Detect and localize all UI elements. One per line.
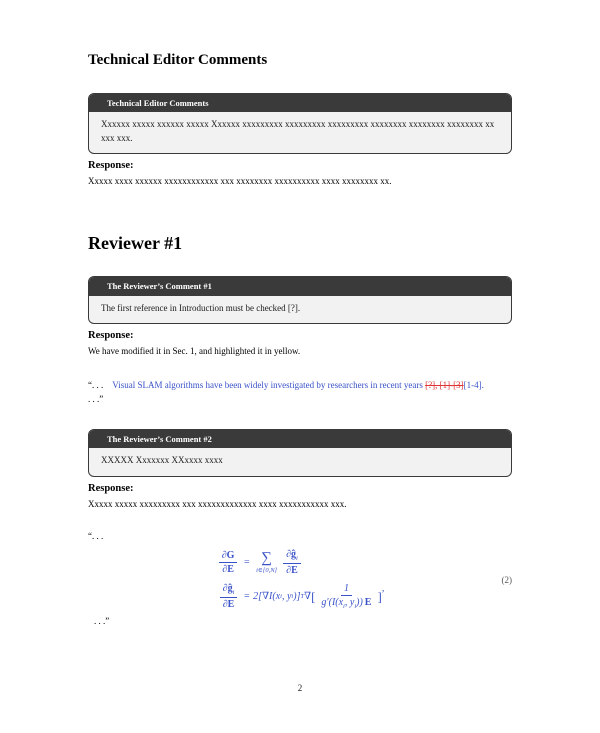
editor-comment-box — [88, 93, 512, 154]
reviewer-comment1-response-text: We have modified it in Sec. 1, and highlighted it in yellow. — [88, 345, 301, 356]
equation-number: (2) — [501, 574, 512, 585]
reviewer-section-title: Reviewer #1 — [88, 232, 183, 253]
quote-close-mark: . . .” — [88, 393, 104, 404]
editor-comment-box-header: Technical Editor Comments — [89, 94, 511, 112]
editor-section-title: Technical Editor Comments — [88, 52, 268, 68]
editor-comment-box-body: Xxxxxx xxxxx xxxxxx xxxxx Xxxxxx xxxxxxxxx xxxxxxxxx xxxxxxxxx xxxxxxxx xxxxxxxx xxxxxxxx xx xxx xxx. — [101, 119, 495, 143]
equation2-lhs — [217, 583, 241, 610]
summation-symbol: ∑ i∈[0,N] — [256, 549, 278, 574]
fraction: $\frac{\partial ĝ_i}{\partial E}$ — [220, 583, 238, 610]
equation2-rhs: = 2[∇I(x i , y i )] T ∇ [ $\frac{1}{g'(I(x_i, y_i)) E}$ ] , — [243, 583, 385, 611]
reviewer-comment2-box-body: XXXXX Xxxxxxx XXxxxx xxxx — [101, 455, 223, 466]
fraction: $\frac{1}{g'(I(x_i, y_i)) E}$ — [321, 583, 372, 611]
equation-block — [88, 549, 512, 610]
reviewer-comment2-box-header: The Reviewer’s Comment #2 — [89, 430, 511, 448]
revision-quote — [88, 379, 512, 406]
reviewer-comment1-box-body: The first reference in Introduction must be checked [?]. — [101, 302, 301, 313]
equation1-lhs — [216, 549, 241, 576]
reviewer-comment1-response-label: Response: — [88, 330, 134, 342]
equation1-rhs: = ∑ i∈[0,N] $\frac{\partial ĝ_i}{\partial E}$ — [240, 549, 303, 576]
editor-response-text: Xxxxx xxxx xxxxxx xxxxxxxxxxxx xxx xxxxxxxx xxxxxxxxxx xxxx xxxxxxxx xx. — [88, 176, 392, 187]
reviewer-comment2-response-text: Xxxxx xxxxx xxxxxxxxx xxx xxxxxxxxxxxxx xxxx xxxxxxxxxxx xxx. — [88, 498, 347, 509]
math-quote-open-mark: “. . . — [88, 531, 104, 542]
equation-rows — [88, 549, 512, 610]
reviewer-comment1-box-header: The Reviewer’s Comment #1 — [89, 277, 511, 295]
reviewer-comment2-box — [88, 429, 512, 477]
quote-deleted-citations: [?], [1]-[3] — [425, 380, 464, 391]
math-quote-close-mark: . . .” — [94, 616, 110, 627]
quote-new-citations: [1-4]. — [463, 380, 484, 391]
fraction: $\frac{\partial ĝ_i}{\partial E}$ — [283, 549, 301, 576]
quote-open-mark: “. . . — [88, 380, 104, 391]
reviewer-comment2-response-label: Response: — [88, 482, 134, 494]
reviewer-comment1-box — [88, 276, 512, 324]
page-number: 2 — [297, 683, 303, 693]
editor-response-label: Response: — [88, 160, 134, 172]
quote-revised-text: Visual SLAM algorithms have been widely investigated by researchers in recent years — [112, 380, 423, 391]
fraction: $\frac{\partial G}{\partial E}$ — [219, 550, 238, 575]
